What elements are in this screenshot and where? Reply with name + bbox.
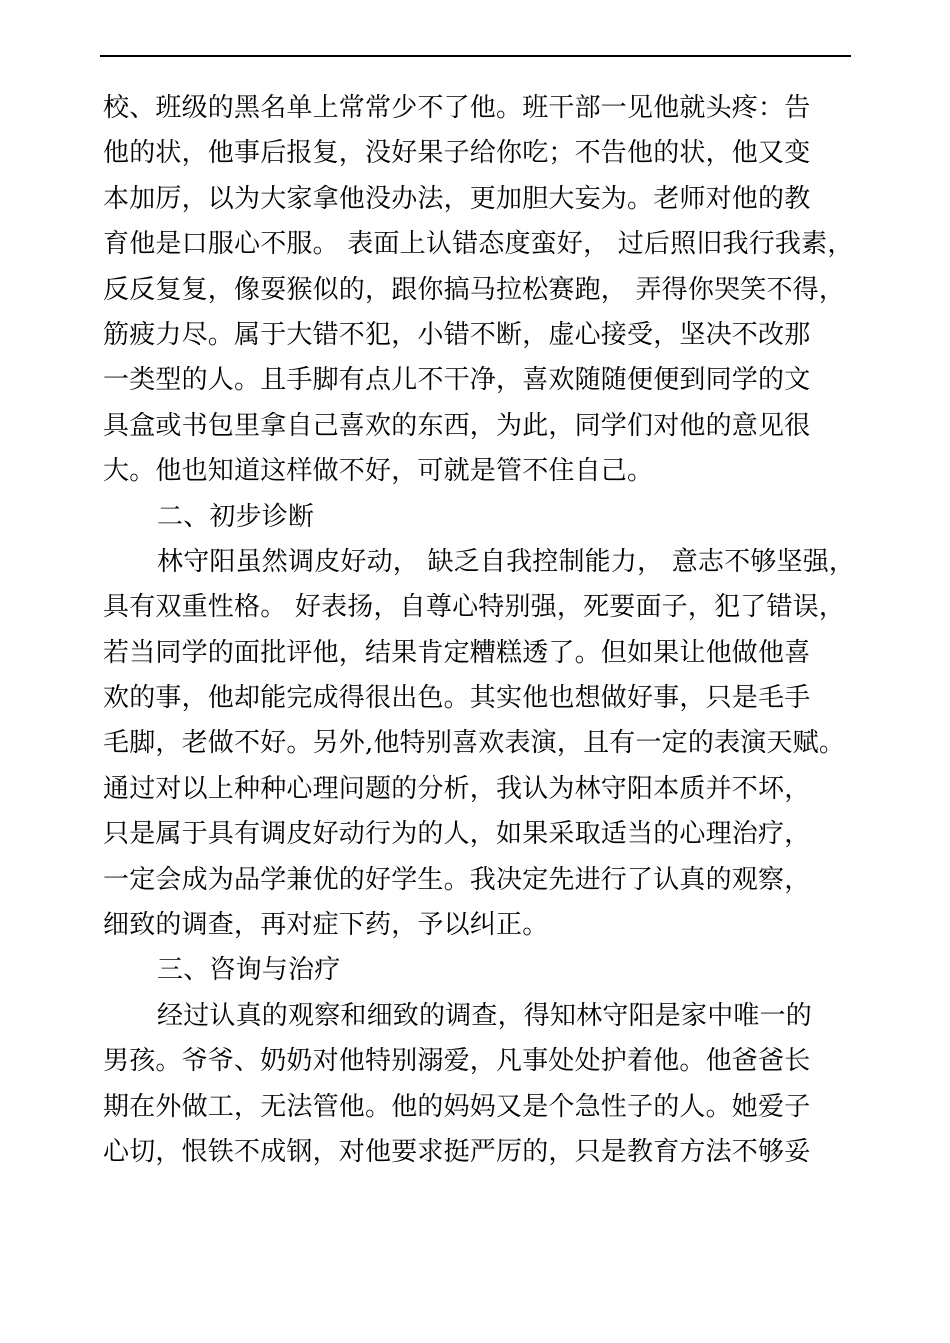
text-line: 若当同学的面批评他，结果肯定糟糕透了。但如果让他做他喜: [103, 637, 811, 668]
text-line: 大。他也知道这样做不好，可就是管不住自己。: [103, 456, 654, 487]
text-line: 本加厉，以为大家拿他没办法，更加胆大妄为。老师对他的教: [103, 183, 811, 214]
text-line: 校、班级的黑名单上常常少不了他。班干部一见他就头疼：告: [103, 93, 811, 123]
text-line: 一定会成为品学兼优的好学生。我决定先进行了认真的观察，: [103, 864, 811, 895]
text-line: 男孩。爷爷、奶奶对他特别溺爱，凡事处处护着他。他爸爸长: [103, 1046, 811, 1077]
paragraph-first-line: 经过认真的观察和细致的调查，得知林守阳是家中唯一的: [157, 1000, 813, 1031]
text-line: 通过对以上种种心理问题的分析，我认为林守阳本质并不坏，: [103, 773, 811, 804]
body-text: [103, 86, 856, 1175]
text-line: 欢的事，他却能完成得很出色。其实他也想做好事，只是毛手: [103, 683, 811, 714]
text-line: 毛脚，老做不好。另外,他特别喜欢表演，且有一定的表演天赋。: [103, 728, 846, 759]
text-line: 心切，恨铁不成钢，对他要求挺严厉的，只是教育方法不够妥: [103, 1136, 811, 1167]
text-line: 他的状，他事后报复，没好果子给你吃；不告他的状，他又变: [103, 138, 811, 169]
paragraph-first-line: 二、初步诊断: [157, 501, 315, 532]
text-line: 细致的调查，再对症下药，予以纠正。: [103, 910, 549, 941]
text-line: 反反复复，像耍猴似的，跟你搞马拉松赛跑， 弄得你哭笑不得，: [103, 274, 846, 305]
text-line: 育他是口服心不服。 表面上认错态度蛮好， 过后照旧我行我素，: [103, 229, 854, 260]
text-line: 筋疲力尽。属于大错不犯，小错不断，虚心接受，坚决不改那: [103, 319, 811, 350]
text-line: 期在外做工，无法管他。他的妈妈又是个急性子的人。她爱子: [103, 1091, 811, 1122]
paragraph-first-line: 三、咨询与治疗: [157, 955, 341, 986]
text-line: 具有双重性格。 好表扬，自尊心特别强，死要面子，犯了错误，: [103, 592, 846, 623]
header-rule: [100, 55, 851, 57]
text-line: 具盒或书包里拿自己喜欢的东西，为此，同学们对他的意见很: [103, 410, 811, 441]
text-line: 只是属于具有调皮好动行为的人，如果采取适当的心理治疗，: [103, 819, 811, 850]
paragraph-first-line: 林守阳虽然调皮好动， 缺乏自我控制能力， 意志不够坚强，: [157, 546, 856, 577]
text-line: 一类型的人。且手脚有点儿不干净，喜欢随随便便到同学的文: [103, 365, 811, 396]
